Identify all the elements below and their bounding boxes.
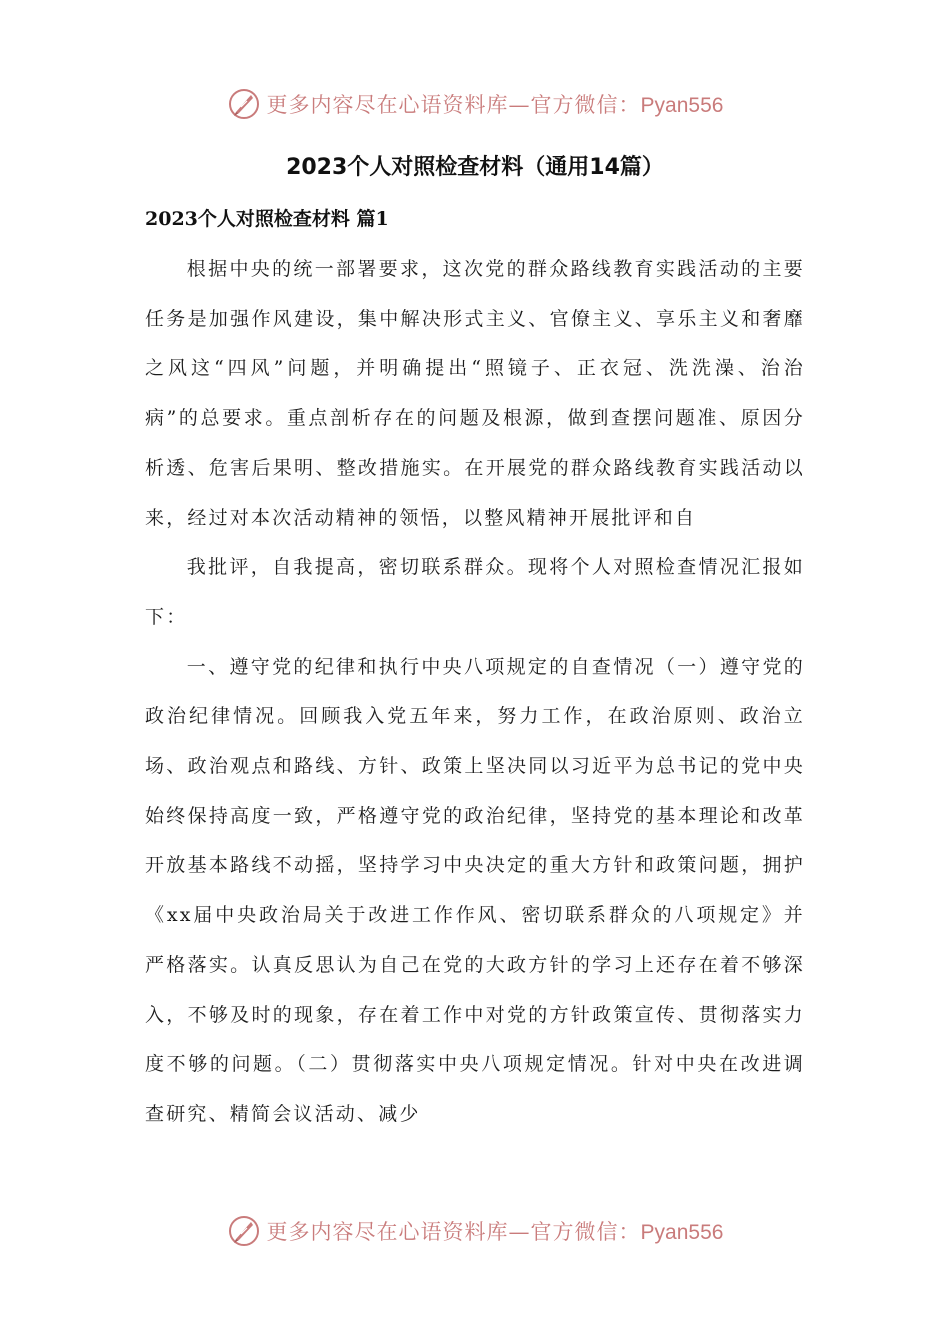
watermark-footer — [0, 1211, 950, 1251]
watermark-text — [267, 1216, 724, 1246]
section-title: 2023个人对照检查材料 篇1 — [145, 208, 389, 230]
watermark-wechat-id: Pyan556 — [640, 1221, 724, 1244]
watermark-label: 更多内容尽在心语资料库—官方微信： — [266, 93, 641, 117]
watermark-wechat-id: Pyan556 — [640, 94, 724, 117]
paragraph-3: 一、遵守党的纪律和执行中央八项规定的自查情况（一）遵守党的政治纪律情况。回顾我入党五年来，努力工作，在政治原则、政治立场、政治观点和路线、方针、政策上坚决同以习近平为总书记的党中央始终保持高度一致，严格遵守党的政治纪律，坚持党的基本理论和改革开放基本路线不动摇，坚持学习中央决定的重大方针和政策问题，拥护《xx届中央政治局关于改进工作作风、密切联系群众的八项规定》并严格落实。认真反思认为自己在党的大政方针的学习上还存在着不够深入，不够及时的现象，存在着工作中对党的方针政策宣传、贯彻落实力度不够的问题。（二）贯彻落实中央八项规定情况。针对中央在改进调查研究、精简会议活动、减少 — [145, 655, 805, 1125]
quill-logo-icon — [227, 87, 261, 121]
paragraph-2: 我批评，自我提高，密切联系群众。现将个人对照检查情况汇报如下： — [145, 556, 805, 628]
watermark-header — [0, 84, 950, 124]
quill-logo-icon — [227, 1214, 261, 1248]
watermark-text — [267, 89, 724, 119]
document-title: 2023个人对照检查材料（通用14篇） — [286, 155, 664, 180]
paragraph-1: 根据中央的统一部署要求，这次党的群众路线教育实践活动的主要任务是加强作风建设，集中解决形式主义、官僚主义、享乐主义和奢靡之风这“四风”问题，并明确提出“照镜子、正衣冠、洗洗澡、治治病”的总要求。重点剖析存在的问题及根源，做到查摆问题准、原因分析透、危害后果明、整改措施实。在开展党的群众路线教育实践活动以来，经过对本次活动精神的领悟，以整风精神开展批评和自 — [145, 258, 805, 529]
document-body — [145, 245, 805, 1140]
watermark-label: 更多内容尽在心语资料库—官方微信： — [266, 1220, 641, 1244]
